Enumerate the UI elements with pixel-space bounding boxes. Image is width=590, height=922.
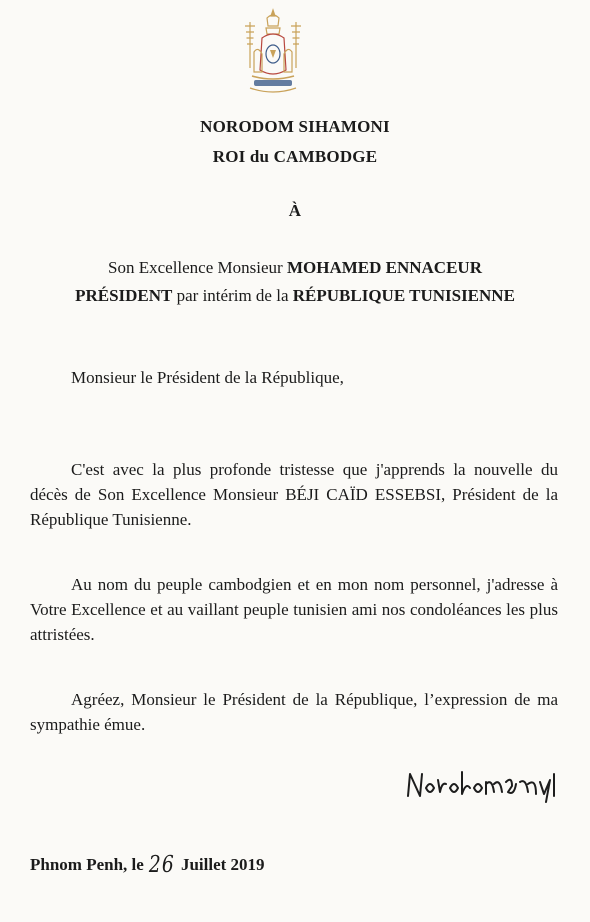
body-paragraph-2: [30, 572, 558, 647]
recipient-country: RÉPUBLIQUE TUNISIENNE: [292, 286, 515, 305]
recipient-line-1: [0, 258, 590, 278]
recipient-title-middle: par intérim de la: [172, 286, 293, 305]
body-paragraph-1-text: C'est avec la plus profonde tristesse que j'apprends la nouvelle du décès de Son Excellence Monsieur BÉJI CAÏD ESSEBSI, Président de la République Tunisienne.: [30, 460, 558, 529]
body-paragraph-1: [30, 457, 558, 532]
recipient-line-2: [0, 286, 590, 306]
dateline-month-year: Juillet 2019: [180, 855, 265, 874]
sender-name: NORODOM SIHAMONI: [200, 117, 390, 136]
dateline-place: Phnom Penh, le: [30, 855, 144, 874]
recipient-honorific: Son Excellence Monsieur: [108, 258, 287, 277]
recipient-title: PRÉSIDENT: [75, 286, 173, 305]
addressee-marker: À: [288, 201, 302, 220]
handwritten-signature: [404, 766, 564, 804]
recipient-name: MOHAMED ENNACEUR: [286, 258, 482, 277]
body-paragraph-3: [30, 687, 558, 737]
sender-title: ROI du CAMBODGE: [212, 147, 378, 166]
body-paragraph-2-text: Au nom du peuple cambodgien et en mon nom personnel, j'adresse à Votre Excellence et au vaillant peuple tunisien ami nos condoléances les plus attristées.: [30, 575, 558, 644]
body-paragraph-3-text: Agréez, Monsieur le Président de la République, l’expression de ma sympathie émue.: [30, 690, 558, 734]
dateline-day: 26: [148, 851, 175, 879]
dateline: [30, 851, 265, 879]
royal-crest-emblem: [240, 8, 306, 98]
salutation: Monsieur le Président de la République,: [71, 368, 344, 387]
